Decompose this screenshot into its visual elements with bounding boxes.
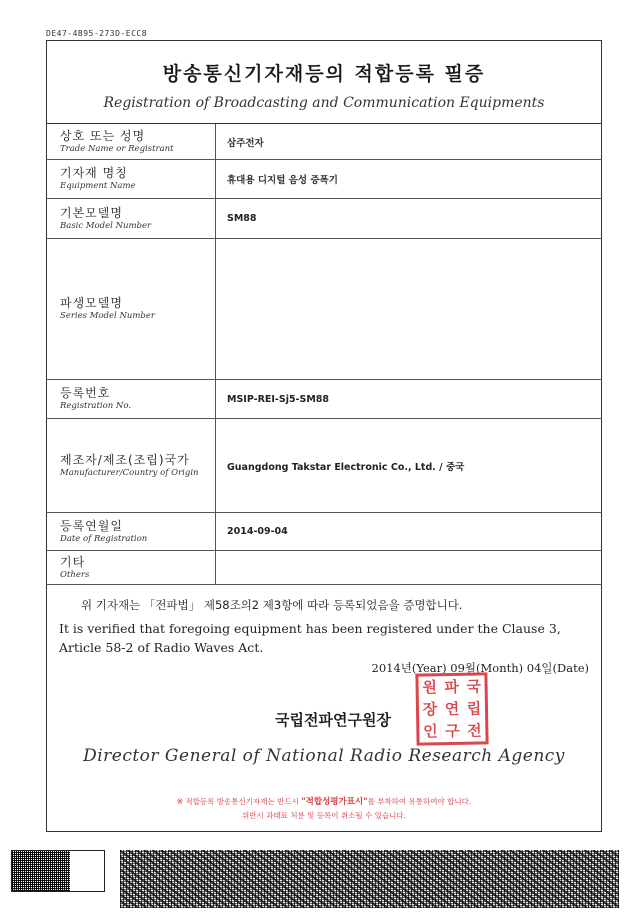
registration-number-value: MSIP-REI-Sj5-SM88 <box>227 393 330 405</box>
field-label-en: Basic Model Number <box>60 220 152 231</box>
field-label-en: Manufacturer/Country of Origin <box>60 467 199 478</box>
table-row <box>46 160 602 199</box>
field-label-ko: 기타 <box>60 554 86 569</box>
seal-char: 연 <box>444 699 460 719</box>
notice-line-1-post: 를 부착하여 유통하여야 합니다. <box>367 797 472 806</box>
title-english: Registration of Broadcasting and Communication Equipments <box>103 95 545 111</box>
seal-char: 국 <box>466 677 482 696</box>
field-label-en: Others <box>60 569 90 580</box>
issuer-korean: 국립전파연구원장 <box>275 711 391 729</box>
field-label-en: Date of Registration <box>60 533 148 544</box>
seal-char: 파 <box>444 677 460 697</box>
field-label-en: Series Model Number <box>60 311 155 321</box>
notice-line-1-bold: "적합성평가표시" <box>301 797 368 807</box>
field-label <box>46 551 216 584</box>
title-korean: 방송통신기자재등의 적합등록 필증 <box>162 63 486 85</box>
field-label-ko: 상호 또는 성명 <box>60 128 146 143</box>
field-label-ko: 기자재 명칭 <box>60 166 128 180</box>
document-id: DE47-4B95-273D-ECC8 <box>46 29 148 38</box>
statement-english: It is verified that foregoing equipment has been registered under the Clause 3, Article 58-2 of Radio Waves Act. <box>59 621 561 655</box>
field-label-ko: 파생모델명 <box>60 296 123 310</box>
table-row <box>46 551 602 585</box>
registration-date-value: 2014-09-04 <box>227 526 288 537</box>
notice-line-1-pre: ※ 적합등록 방송통신기자재는 반드시 <box>176 797 299 806</box>
notice-line-2: 위반시 과태료 처분 및 등록이 취소될 수 있습니다. <box>242 811 406 820</box>
table-row <box>46 419 602 513</box>
field-label-ko: 제조자/제조(조립)국가 <box>60 452 190 467</box>
table-row <box>46 199 602 239</box>
field-label-en: Trade Name or Registrant <box>60 143 174 154</box>
barcode-2d-left <box>11 850 105 892</box>
table-row <box>46 380 602 419</box>
field-label-ko: 기본모델명 <box>60 205 123 220</box>
basic-model-value: SM88 <box>227 213 257 224</box>
field-label <box>46 160 216 198</box>
seal-char: 전 <box>466 721 482 740</box>
table-row <box>46 239 602 380</box>
field-label <box>46 513 216 550</box>
barcode-2d-right <box>120 850 619 908</box>
seal-char: 원 <box>422 678 438 697</box>
official-seal-stamp <box>415 672 488 745</box>
certificate-frame <box>46 40 602 832</box>
registration-table <box>46 123 602 585</box>
field-label <box>46 239 216 379</box>
field-label-en: Registration No. <box>60 401 132 411</box>
field-label <box>46 199 216 238</box>
equipment-name-value: 휴대용 디지털 음성 증폭기 <box>227 175 338 186</box>
field-label-ko: 등록연월일 <box>60 518 123 533</box>
statement-korean: 위 기자재는 「전파법」 제58조의2 제3항에 따라 등록되었음을 증명합니다. <box>81 598 463 612</box>
trade-name-value: 삼주전자 <box>227 137 264 149</box>
issue-date: 2014년(Year) 09월(Month) 04일(Date) <box>371 661 589 675</box>
manufacturer-value: Guangdong Takstar Electronic Co., Ltd. / 중국 <box>227 461 465 473</box>
seal-char: 립 <box>466 699 482 718</box>
issuer-english: Director General of National Radio Research Agency <box>83 746 565 766</box>
others-value <box>216 551 602 584</box>
table-row <box>46 124 602 160</box>
field-label <box>46 380 216 418</box>
field-label-en: Equipment Name <box>60 181 136 191</box>
notice-line-1 <box>47 795 601 809</box>
field-label <box>46 419 216 512</box>
field-label-ko: 등록번호 <box>60 386 111 400</box>
seal-char: 구 <box>444 721 460 741</box>
seal-char: 인 <box>422 722 438 741</box>
seal-char: 장 <box>422 700 438 719</box>
field-label <box>46 124 216 159</box>
table-row <box>46 513 602 551</box>
notice-text <box>47 795 601 822</box>
series-model-value <box>216 239 602 379</box>
